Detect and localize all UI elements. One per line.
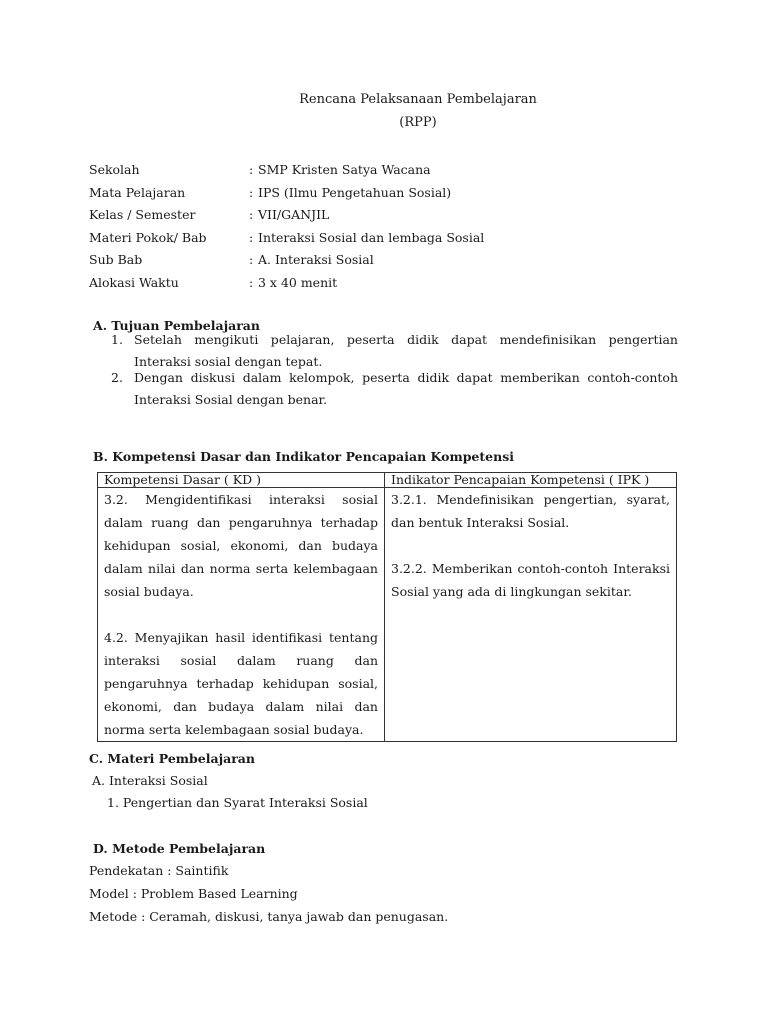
list-text: Dengan diskusi dalam kelompok, peserta didik dapat memberikan contoh-contoh Interaksi Sosial dengan benar.: [134, 370, 678, 407]
info-value: IPS (Ilmu Pengetahuan Sosial): [258, 184, 452, 200]
section-d-heading: D. Metode Pembelajaran: [93, 841, 266, 856]
ipk-item: 3.2.2. Memberikan contoh-contoh Interaksi Sosial yang ada di lingkungan sekitar.: [391, 561, 670, 599]
info-value: 3 x 40 menit: [258, 274, 338, 290]
info-label: Sub Bab: [89, 252, 143, 267]
info-colon: :: [249, 184, 254, 200]
info-row-mata-pelajaran: [89, 182, 484, 205]
section-a-heading: A. Tujuan Pembelajaran: [93, 318, 260, 333]
list-number: 1.: [111, 332, 123, 347]
info-label: Kelas / Semester: [89, 207, 196, 222]
info-label: Alokasi Waktu: [89, 274, 179, 290]
materi-line: A. Interaksi Sosial: [92, 773, 208, 788]
info-row-sub-bab: [89, 249, 484, 272]
document-title: Rencana Pelaksanaan Pembelajaran: [299, 92, 537, 107]
info-colon: :: [249, 274, 254, 290]
identity-block: [89, 159, 484, 294]
list-item: [111, 367, 678, 410]
table-header-row: [98, 473, 677, 488]
metode-line: Metode : Ceramah, diskusi, tanya jawab dan penugasan.: [89, 909, 449, 924]
info-colon: :: [249, 162, 254, 177]
competency-table: [97, 472, 677, 742]
info-value: SMP Kristen Satya Wacana: [258, 162, 431, 177]
info-label: Sekolah: [89, 162, 140, 177]
info-colon: :: [249, 252, 254, 267]
info-label: Mata Pelajaran: [89, 184, 186, 200]
info-value: Interaksi Sosial dan lembaga Sosial: [258, 229, 485, 245]
info-colon: :: [249, 229, 254, 245]
document-subtitle: (RPP): [399, 115, 437, 130]
kd-item: 4.2. Menyajikan hasil identifikasi tentang interaksi sosial dalam ruang dan pengaruhnya terhadap kehidupan sosial, ekonomi, dan budaya dalam nilai dan norma serta kelembagaan sosial budaya.: [104, 630, 378, 737]
materi-subline: 1. Pengertian dan Syarat Interaksi Sosial: [107, 795, 368, 810]
list-number: 2.: [111, 370, 123, 385]
pendekatan-line: Pendekatan : Saintifik: [89, 863, 229, 878]
section-c-heading: C. Materi Pembelajaran: [89, 751, 255, 766]
column-header-ipk: Indikator Pencapaian Kompetensi ( IPK ): [385, 473, 677, 488]
ipk-cell: [385, 488, 677, 742]
list-text: Setelah mengikuti pelajaran, peserta didik dapat mendefinisikan pengertian Interaksi sosial dengan tepat.: [134, 332, 678, 369]
list-item: [111, 329, 678, 372]
column-header-kd: Kompetensi Dasar ( KD ): [98, 473, 385, 488]
ipk-item: 3.2.1. Mendefinisikan pengertian, syarat, dan bentuk Interaksi Sosial.: [391, 492, 670, 530]
table-row: [98, 488, 677, 742]
section-b-heading: B. Kompetensi Dasar dan Indikator Pencapaian Kompetensi: [93, 449, 514, 464]
info-label: Materi Pokok/ Bab: [89, 229, 207, 245]
info-row-sekolah: [89, 159, 484, 182]
info-colon: :: [249, 207, 254, 222]
info-value: VII/GANJIL: [258, 207, 330, 222]
info-row-alokasi-waktu: [89, 272, 484, 295]
kd-cell: [98, 488, 385, 742]
info-row-materi-pokok: [89, 227, 484, 250]
kd-item: 3.2. Mengidentifikasi interaksi sosial dalam ruang dan pengaruhnya terhadap kehidupan sosial, ekonomi, dan budaya dalam nilai dan norma serta kelembagaan sosial budaya.: [104, 492, 378, 599]
objectives-list: [111, 329, 678, 410]
model-line: Model : Problem Based Learning: [89, 886, 298, 901]
info-row-kelas-semester: [89, 204, 484, 227]
info-value: A. Interaksi Sosial: [258, 252, 374, 267]
